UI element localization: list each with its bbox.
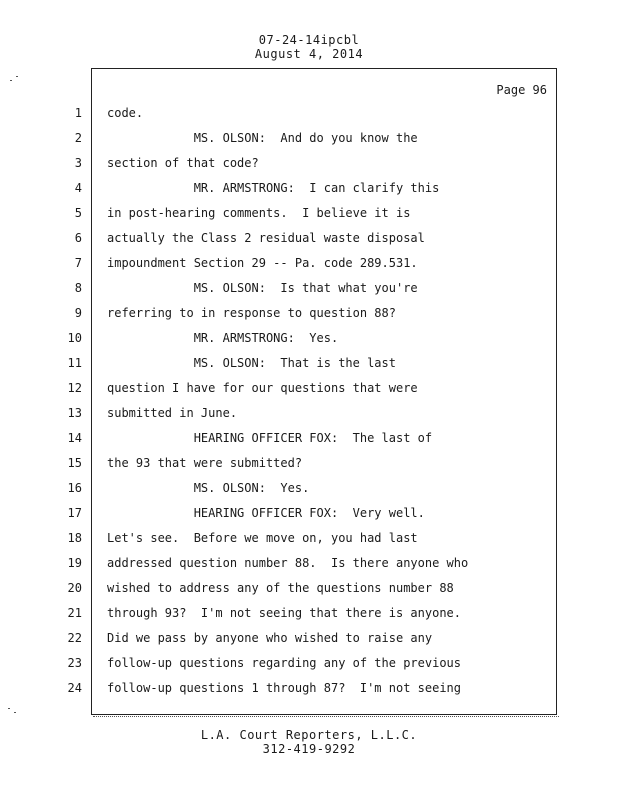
line-number: 24 [67, 681, 82, 695]
line-number: 12 [67, 381, 82, 395]
line-number: 6 [74, 231, 82, 245]
line-text: question I have for our questions that were [107, 381, 418, 395]
line-number: 7 [74, 256, 82, 270]
line-text: MS. OLSON: Yes. [107, 481, 310, 495]
line-text: MS. OLSON: Is that what you're [107, 281, 418, 295]
line-text: impoundment Section 29 -- Pa. code 289.531. [107, 256, 418, 270]
line-number: 9 [74, 306, 82, 320]
scan-speck [14, 712, 16, 713]
line-number: 10 [67, 331, 82, 345]
line-text: Let's see. Before we move on, you had last [107, 531, 418, 545]
line-text: in post-hearing comments. I believe it is [107, 206, 411, 220]
line-text: follow-up questions 1 through 87? I'm not seeing [107, 681, 462, 695]
footer-company: L.A. Court Reporters, L.L.C. [200, 728, 418, 742]
line-number: 16 [67, 481, 82, 495]
line-number: 2 [74, 131, 82, 145]
line-text: wished to address any of the questions number 88 [107, 581, 454, 595]
line-number: 20 [67, 581, 82, 595]
line-text: the 93 that were submitted? [107, 456, 303, 470]
scan-speck [10, 80, 12, 81]
line-text: MS. OLSON: That is the last [107, 356, 396, 370]
line-number: 15 [67, 456, 82, 470]
line-number: 3 [74, 156, 82, 170]
footer-phone: 312-419-9292 [262, 742, 356, 756]
line-number: 17 [67, 506, 82, 520]
line-text: section of that code? [107, 156, 259, 170]
scan-speck [8, 708, 10, 709]
line-number: 4 [74, 181, 82, 195]
line-number: 14 [67, 431, 82, 445]
line-text: MR. ARMSTRONG: I can clarify this [107, 181, 440, 195]
line-number: 23 [67, 656, 82, 670]
page-label: Page 96 [496, 83, 547, 97]
line-number: 8 [74, 281, 82, 295]
line-text: Did we pass by anyone who wished to raise any [107, 631, 433, 645]
line-text: follow-up questions regarding any of the previous [107, 656, 462, 670]
line-text: through 93? I'm not seeing that there is anyone. [107, 606, 462, 620]
header-date: August 4, 2014 [254, 47, 364, 61]
header-file-name: 07-24-14ipcbl [258, 33, 360, 47]
line-text: HEARING OFFICER FOX: The last of [107, 431, 433, 445]
line-number: 18 [67, 531, 82, 545]
line-number: 21 [67, 606, 82, 620]
line-text: submitted in June. [107, 406, 238, 420]
line-number: 19 [67, 556, 82, 570]
frame-bottom-edge [93, 716, 559, 719]
line-number: 13 [67, 406, 82, 420]
line-number: 22 [67, 631, 82, 645]
line-number: 5 [74, 206, 82, 220]
line-text: code. [107, 106, 144, 120]
line-text: MS. OLSON: And do you know the [107, 131, 418, 145]
line-text: MR. ARMSTRONG: Yes. [107, 331, 339, 345]
line-text: referring to in response to question 88? [107, 306, 396, 320]
line-number: 11 [67, 356, 82, 370]
line-text: HEARING OFFICER FOX: Very well. [107, 506, 425, 520]
line-number: 1 [74, 106, 82, 120]
line-text: addressed question number 88. Is there anyone who [107, 556, 469, 570]
line-text: actually the Class 2 residual waste disposal [107, 231, 425, 245]
scan-speck [16, 76, 18, 77]
